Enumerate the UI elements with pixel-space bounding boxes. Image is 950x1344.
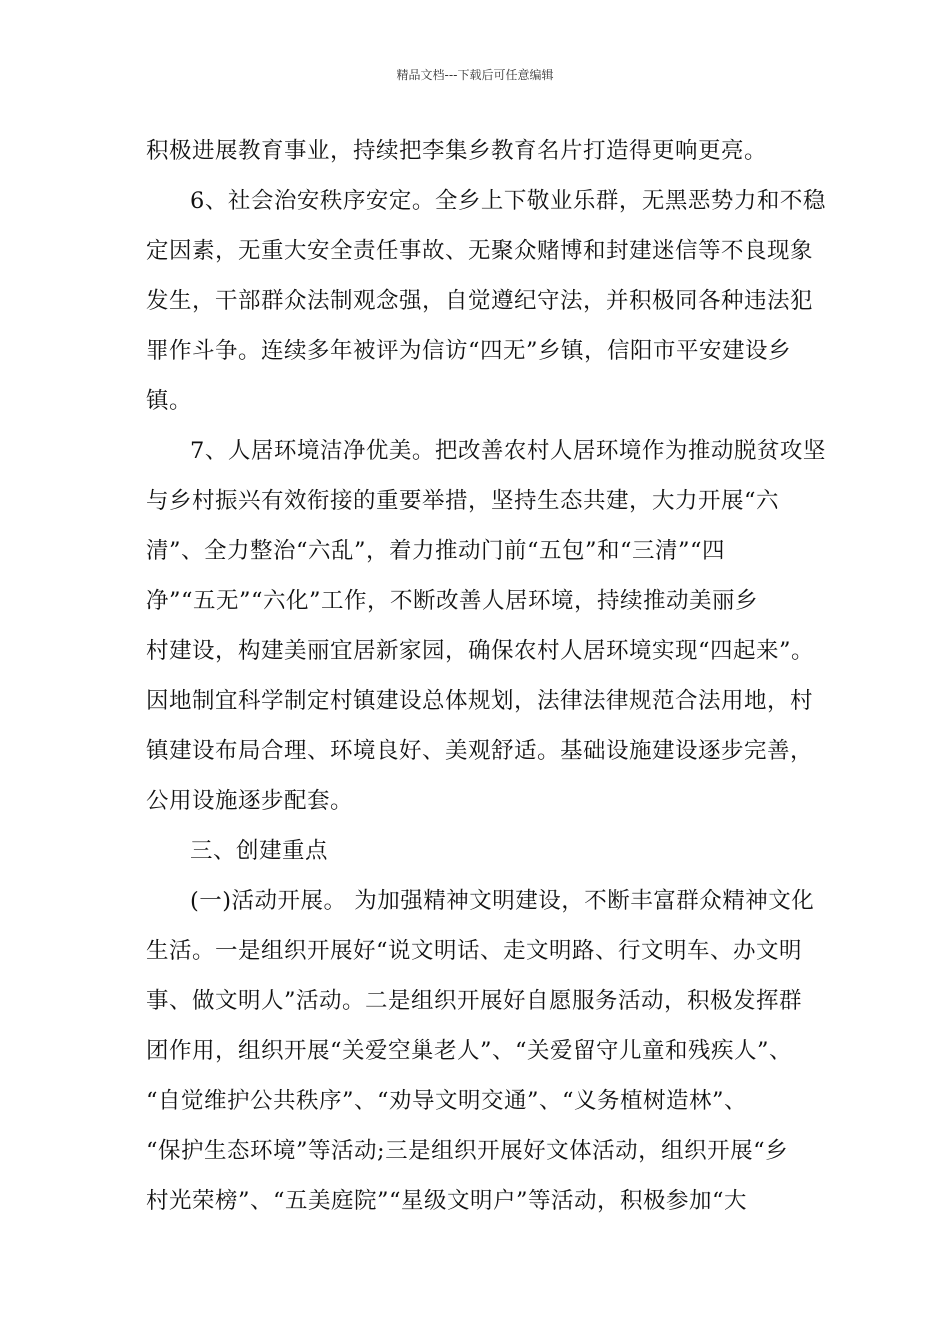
text-line: 清”、全力整治“六乱”，着力推动门前“五包”和“三清”“四 (146, 538, 726, 564)
text-line: 村光荣榜”、“五美庭院”“星级文明户”等活动，积极参加“大 (146, 1188, 748, 1214)
text-line: 生活。一是组织开展好“说文明话、走文明路、行文明车、办文明 (146, 938, 803, 964)
text-line: 6、社会治安秩序安定。全乡上下敬业乐群，无黑恶势力和不稳 (190, 188, 826, 214)
text-line: 罪作斗争。连续多年被评为信访“四无”乡镇，信阳市平安建设乡 (146, 338, 792, 364)
text-line: 因地制宜科学制定村镇建设总体规划，法律法律规范合法用地，村 (146, 688, 814, 714)
text-line: 镇。 (146, 388, 193, 414)
text-line: 积极进展教育事业，持续把李集乡教育名片打造得更响更亮。 (146, 138, 768, 164)
text-line: 公用设施逐步配套。 (146, 788, 354, 814)
text-line: “保护生态环境”等活动;三是组织开展好文体活动，组织开展“乡 (146, 1138, 789, 1164)
text-line: 与乡村振兴有效衔接的重要举措，坚持生态共建，大力开展“六 (146, 488, 780, 514)
text-line: (一)活动开展。 为加强精神文明建设，不断丰富群众精神文化 (190, 888, 815, 914)
section-heading: 三、创建重点 (190, 838, 329, 864)
page-header: 精品文档---下载后可任意编辑 (396, 68, 554, 82)
text-line: 村建设，构建美丽宜居新家园，确保农村人居环境实现“四起来”。 (146, 638, 815, 664)
text-line: 发生，干部群众法制观念强，自觉遵纪守法，并积极同各种违法犯 (146, 288, 814, 314)
text-line: 7、人居环境洁净优美。把改善农村人居环境作为推动脱贫攻坚 (190, 438, 826, 464)
text-line: 镇建设布局合理、环境良好、美观舒适。基础设施建设逐步完善， (146, 738, 814, 764)
text-line: 团作用，组织开展“关爱空巢老人”、“关爱留守儿童和残疾人”、 (146, 1038, 793, 1064)
text-line: 净”“五无”“六化”工作，不断改善人居环境，持续推动美丽乡 (146, 588, 759, 614)
text-line: 事、做文明人”活动。二是组织开展好自愿服务活动，积极发挥群 (146, 988, 803, 1014)
text-line: 定因素，无重大安全责任事故、无聚众赌博和封建迷信等不良现象 (146, 238, 814, 264)
text-line: “自觉维护公共秩序”、“劝导文明交通”、“义务植树造林”、 (146, 1088, 748, 1114)
